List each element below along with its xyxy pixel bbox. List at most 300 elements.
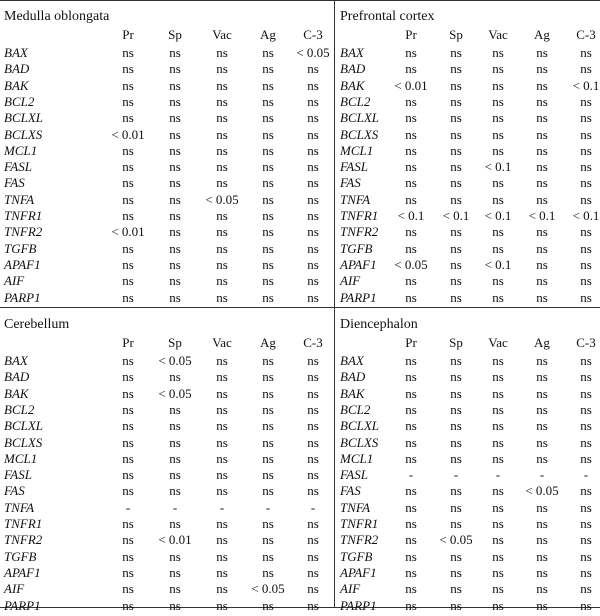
p-value-cell: ns [122, 77, 134, 93]
table-row [0, 467, 319, 485]
p-value-cell: ns [262, 93, 274, 109]
p-value-cell: ns [405, 369, 417, 385]
p-value-cell: ns [536, 353, 548, 368]
p-value-cell: ns [122, 418, 134, 434]
p-value-cell: ns [580, 61, 592, 77]
gene-name: TNFR1 [4, 516, 43, 531]
p-value-cell: ns [405, 597, 417, 613]
p-value-cell: ns [262, 45, 274, 60]
p-value-cell: ns [450, 353, 462, 368]
table-row [336, 224, 600, 242]
table-row [336, 45, 600, 63]
p-value-cell: ns [492, 499, 504, 515]
p-value-cell: ns [450, 224, 462, 240]
p-value-cell: ns [492, 581, 504, 597]
p-value-cell: ns [216, 224, 228, 240]
p-value-cell: - [408, 467, 414, 483]
p-value-cell: ns [536, 93, 548, 109]
column-header: Vac [212, 27, 232, 42]
table-row [0, 191, 319, 210]
p-value-cell: ns [122, 581, 134, 597]
p-value-cell: ns [262, 467, 274, 483]
p-value-cell: ns [450, 450, 462, 466]
gene-name: TNFR2 [340, 532, 379, 548]
p-value-cell: ns [262, 450, 274, 466]
p-value-cell: ns [405, 175, 417, 191]
p-value-cell: - [539, 467, 545, 483]
gene-name: MCL1 [4, 142, 38, 158]
table-row [0, 385, 319, 404]
p-value-cell: ns [492, 385, 504, 401]
p-value-cell: ns [580, 483, 592, 499]
table-row [336, 532, 600, 550]
p-value-cell: ns [536, 159, 548, 175]
p-value-cell: - [495, 467, 501, 483]
column-header: Vac [488, 335, 508, 350]
p-value-cell: ns [580, 224, 592, 240]
p-value-cell: ns [262, 516, 274, 531]
table-row [0, 273, 319, 291]
p-value-cell: ns [536, 175, 548, 191]
p-value-cell: ns [492, 289, 504, 305]
p-value-cell: ns [536, 61, 548, 77]
p-value-cell: ns [536, 450, 548, 466]
p-value-cell: ns [122, 532, 134, 548]
p-value-cell: < 0.1 [442, 208, 470, 223]
gene-name: BCL2 [4, 401, 35, 417]
p-value-cell: - [583, 467, 589, 483]
gene-name: BAK [340, 385, 365, 401]
p-value-cell: ns [405, 450, 417, 466]
p-value-cell: ns [405, 483, 417, 499]
p-value-cell: - [265, 499, 271, 515]
p-value-cell: ns [169, 467, 181, 483]
table-row [336, 110, 600, 128]
p-value-cell: ns [169, 418, 181, 434]
gene-name: BAX [340, 353, 364, 368]
gene-name: AIF [4, 581, 25, 597]
p-value-cell: ns [580, 434, 592, 450]
p-value-cell: ns [169, 61, 181, 77]
table-row [336, 241, 600, 259]
table-row [0, 45, 330, 63]
p-value-cell: < 0.1 [397, 208, 425, 223]
p-value-cell: ns [450, 93, 462, 109]
gene-name: MCL1 [340, 142, 374, 158]
p-value-cell: ns [262, 597, 274, 613]
p-value-cell: ns [492, 532, 504, 548]
p-value-cell: ns [122, 191, 134, 207]
p-value-cell: ns [405, 516, 417, 531]
p-value-cell: ns [307, 467, 319, 483]
p-value-cell: ns [405, 61, 417, 77]
p-value-cell: ns [169, 110, 181, 126]
p-value-cell: ns [169, 126, 181, 142]
p-value-cell: ns [405, 159, 417, 175]
table-row [0, 159, 319, 177]
p-value-cell: ns [122, 483, 134, 499]
p-value-cell: ns [262, 418, 274, 434]
p-value-cell: ns [580, 289, 592, 305]
p-value-cell: ns [536, 110, 548, 126]
table-row [0, 516, 319, 534]
p-value-cell: ns [307, 93, 319, 109]
column-header: C-3 [303, 335, 323, 350]
table-row [336, 598, 600, 616]
p-value-cell: ns [262, 126, 274, 142]
gene-name: TGFB [4, 548, 37, 564]
p-value-cell: ns [122, 256, 134, 272]
p-value-cell: ns [536, 434, 548, 450]
p-value-cell: ns [216, 240, 228, 256]
p-value-cell: < 0.05 [251, 581, 285, 597]
p-value-cell: ns [450, 273, 462, 289]
p-value-cell: ns [536, 418, 548, 434]
p-value-cell: ns [307, 353, 319, 368]
p-value-cell: ns [580, 159, 592, 175]
p-value-cell: ns [580, 45, 592, 60]
p-value-cell: ns [169, 289, 181, 305]
p-value-cell: ns [216, 434, 228, 450]
p-value-cell: ns [580, 240, 592, 256]
p-value-cell: ns [580, 564, 592, 580]
p-value-cell: ns [405, 401, 417, 417]
column-header: Pr [405, 335, 417, 350]
p-value-cell: ns [262, 289, 274, 305]
column-header: Sp [168, 335, 182, 350]
table-row [336, 386, 600, 404]
p-value-cell: ns [536, 564, 548, 580]
p-value-cell: < 0.01 [111, 224, 145, 240]
table-row [336, 451, 600, 469]
table-row [336, 143, 600, 161]
p-value-cell: ns [262, 224, 274, 240]
gene-name: BAK [4, 77, 29, 93]
p-value-cell: < 0.05 [158, 385, 192, 401]
p-value-cell: ns [122, 45, 134, 60]
p-value-cell: ns [307, 289, 319, 305]
gene-name: AIF [4, 273, 25, 289]
panel-title: Medulla oblongata [4, 9, 110, 24]
p-value-cell: ns [580, 191, 592, 207]
p-value-cell: ns [405, 581, 417, 597]
p-value-cell: < 0.1 [484, 159, 512, 175]
gene-name: BAX [340, 45, 364, 60]
p-value-cell: ns [580, 142, 592, 158]
p-value-cell: ns [216, 369, 228, 385]
p-value-cell: ns [405, 499, 417, 515]
gene-name: TNFR2 [4, 224, 43, 240]
p-value-cell: < 0.05 [525, 483, 559, 499]
p-value-cell: ns [262, 564, 274, 580]
p-value-cell: ns [492, 175, 504, 191]
gene-name: FAS [340, 175, 361, 191]
gene-name: MCL1 [4, 450, 38, 466]
gene-name: TNFR2 [4, 532, 43, 548]
p-value-cell: ns [307, 434, 319, 450]
table-row [336, 516, 600, 534]
p-value-cell: ns [536, 516, 548, 531]
p-value-cell: ns [262, 142, 274, 158]
p-value-cell: ns [169, 45, 181, 60]
panel-title: Diencephalon [340, 317, 418, 332]
p-value-cell: ns [536, 532, 548, 548]
gene-name: TNFA [4, 191, 35, 207]
p-value-cell: ns [536, 256, 548, 272]
p-value-cell: ns [169, 434, 181, 450]
gene-name: TNFR1 [4, 208, 43, 223]
p-value-cell: ns [307, 273, 319, 289]
gene-name: BAD [340, 61, 366, 77]
p-value-cell: ns [536, 369, 548, 385]
p-value-cell: ns [262, 175, 274, 191]
p-value-cell: ns [169, 597, 181, 613]
table-row [336, 78, 600, 96]
p-value-cell: ns [307, 191, 319, 207]
p-value-cell: - [172, 499, 178, 515]
p-value-cell: ns [450, 385, 462, 401]
p-value-cell: ns [450, 191, 462, 207]
p-value-cell: ns [536, 240, 548, 256]
table-row [336, 127, 600, 145]
table-row [0, 175, 319, 193]
p-value-cell: ns [122, 289, 134, 305]
p-value-cell: < 0.05 [205, 191, 239, 207]
p-value-cell: ns [580, 418, 592, 434]
column-header: Pr [122, 27, 134, 42]
p-value-cell: ns [169, 273, 181, 289]
gene-name: BAX [4, 45, 28, 60]
p-value-cell: ns [580, 369, 592, 385]
column-header: C-3 [303, 27, 323, 42]
p-value-cell: ns [492, 273, 504, 289]
column-header: Pr [122, 335, 134, 350]
p-value-cell: ns [122, 110, 134, 126]
p-value-cell: ns [492, 597, 504, 613]
table-row [0, 61, 319, 79]
table-row [0, 369, 319, 387]
p-value-cell: ns [122, 142, 134, 158]
p-value-cell: ns [169, 256, 181, 272]
p-value-cell: ns [216, 159, 228, 175]
p-value-cell: ns [262, 240, 274, 256]
gene-name: FASL [340, 159, 368, 175]
gene-name: TGFB [4, 240, 37, 256]
p-value-cell: ns [405, 564, 417, 580]
p-value-cell: ns [122, 467, 134, 483]
p-value-cell: ns [536, 224, 548, 240]
table-row [336, 290, 600, 308]
p-value-cell: ns [405, 548, 417, 564]
p-value-cell: ns [405, 224, 417, 240]
p-value-cell: ns [169, 77, 181, 93]
table-row [336, 549, 600, 567]
p-value-cell: ns [536, 142, 548, 158]
p-value-cell: ns [536, 401, 548, 417]
table-row [336, 402, 600, 420]
p-value-cell: ns [216, 353, 228, 368]
p-value-cell: ns [216, 61, 228, 77]
p-value-cell: ns [536, 597, 548, 613]
p-value-cell: ns [262, 548, 274, 564]
p-value-cell: < 0.1 [484, 256, 512, 272]
table-row [0, 208, 319, 226]
p-value-cell: ns [307, 581, 319, 597]
table-row [336, 369, 600, 387]
gene-name: BAK [4, 385, 29, 401]
column-header: Pr [405, 27, 417, 42]
p-value-cell: ns [307, 564, 319, 580]
p-value-cell: ns [262, 191, 274, 207]
gene-name: TNFR2 [340, 224, 379, 240]
p-value-cell: < 0.1 [572, 208, 600, 223]
gene-name: APAF1 [4, 256, 41, 272]
gene-name: APAF1 [340, 564, 377, 580]
gene-name: PARP1 [340, 289, 377, 305]
panel-title: Prefrontal cortex [340, 9, 435, 24]
table-row [0, 532, 319, 550]
p-value-cell: ns [536, 126, 548, 142]
p-value-cell: ns [122, 208, 134, 223]
p-value-cell: ns [262, 385, 274, 401]
gene-name: BCL2 [340, 401, 371, 417]
p-value-cell: ns [262, 159, 274, 175]
p-value-cell: ns [216, 175, 228, 191]
p-value-cell: ns [307, 401, 319, 417]
p-value-cell: ns [307, 548, 319, 564]
gene-name: TGFB [340, 240, 373, 256]
gene-name: TNFA [340, 191, 371, 207]
p-value-cell: ns [216, 581, 228, 597]
p-value-cell: ns [307, 61, 319, 77]
p-value-cell: ns [450, 499, 462, 515]
table-row [0, 597, 319, 616]
p-value-cell: ns [405, 418, 417, 434]
p-value-cell: < 0.01 [158, 532, 192, 548]
gene-name: BCLXL [340, 110, 380, 126]
p-value-cell: ns [169, 450, 181, 466]
table-row [0, 450, 319, 469]
table-row [336, 175, 600, 193]
p-value-cell: ns [492, 240, 504, 256]
table-row [0, 483, 319, 501]
gene-name: BCLXL [4, 418, 44, 434]
p-value-cell: ns [536, 385, 548, 401]
table-row [0, 93, 319, 112]
p-value-cell: ns [216, 401, 228, 417]
p-value-cell: < 0.05 [296, 45, 330, 60]
table-row [0, 289, 319, 308]
p-value-cell: ns [492, 401, 504, 417]
p-value-cell: - [125, 499, 131, 515]
gene-name: BAD [4, 61, 30, 77]
panel-title: Cerebellum [4, 317, 70, 332]
p-value-cell: ns [405, 191, 417, 207]
p-value-cell: ns [262, 273, 274, 289]
p-value-cell: ns [216, 532, 228, 548]
p-value-cell: ns [262, 401, 274, 417]
gene-name: FAS [4, 483, 25, 499]
p-value-cell: ns [169, 548, 181, 564]
p-value-cell: ns [450, 564, 462, 580]
p-value-cell: ns [450, 483, 462, 499]
p-value-cell: ns [580, 516, 592, 531]
p-value-cell: ns [216, 483, 228, 499]
p-value-cell: ns [536, 581, 548, 597]
p-value-cell: ns [216, 450, 228, 466]
table-row [0, 142, 319, 161]
table-row [336, 192, 600, 210]
gene-name: FASL [340, 467, 368, 483]
table-row [336, 353, 600, 371]
p-value-cell: ns [307, 597, 319, 613]
table-row [336, 208, 600, 226]
p-value-cell: ns [580, 401, 592, 417]
p-value-cell: ns [169, 142, 181, 158]
p-value-cell: ns [450, 289, 462, 305]
p-value-cell: - [219, 499, 225, 515]
column-header: Sp [168, 27, 182, 42]
p-value-cell: ns [580, 256, 592, 272]
table-row [0, 548, 319, 567]
p-value-cell: ns [580, 175, 592, 191]
p-value-cell: < 0.05 [439, 532, 473, 548]
p-value-cell: ns [492, 353, 504, 368]
p-value-cell: ns [216, 45, 228, 60]
gene-name: TNFA [340, 499, 371, 515]
p-value-cell: ns [450, 434, 462, 450]
p-value-cell: ns [122, 273, 134, 289]
column-header: Sp [449, 27, 463, 42]
p-value-cell: ns [122, 385, 134, 401]
p-value-cell: ns [536, 499, 548, 515]
table-row [0, 126, 319, 145]
gene-name: MCL1 [340, 450, 374, 466]
p-value-cell: ns [405, 273, 417, 289]
gene-name: BAX [4, 353, 28, 368]
p-value-cell: ns [169, 240, 181, 256]
p-value-cell: ns [122, 516, 134, 531]
p-value-cell: ns [450, 581, 462, 597]
p-value-cell: ns [307, 256, 319, 272]
table-row [336, 159, 600, 177]
p-value-cell: ns [169, 208, 181, 223]
p-value-cell: ns [169, 175, 181, 191]
p-value-cell: ns [580, 93, 592, 109]
gene-name: PARP1 [4, 289, 41, 305]
column-header: C-3 [576, 335, 596, 350]
p-value-cell: ns [580, 532, 592, 548]
p-value-cell: ns [450, 418, 462, 434]
p-value-cell: ns [580, 273, 592, 289]
p-value-cell: ns [405, 240, 417, 256]
column-header: Vac [212, 335, 232, 350]
p-value-cell: ns [405, 385, 417, 401]
p-value-cell: ns [536, 289, 548, 305]
p-value-cell: ns [216, 208, 228, 223]
table-row [336, 500, 600, 518]
p-value-cell: ns [216, 548, 228, 564]
p-value-cell: ns [492, 110, 504, 126]
p-value-cell: ns [122, 93, 134, 109]
column-header: Ag [260, 27, 276, 42]
p-value-cell: ns [307, 159, 319, 175]
p-value-cell: ns [450, 110, 462, 126]
gene-name: APAF1 [340, 256, 377, 272]
p-value-cell: ns [262, 532, 274, 548]
gene-name: PARP1 [4, 597, 41, 613]
gene-name: FAS [340, 483, 361, 499]
